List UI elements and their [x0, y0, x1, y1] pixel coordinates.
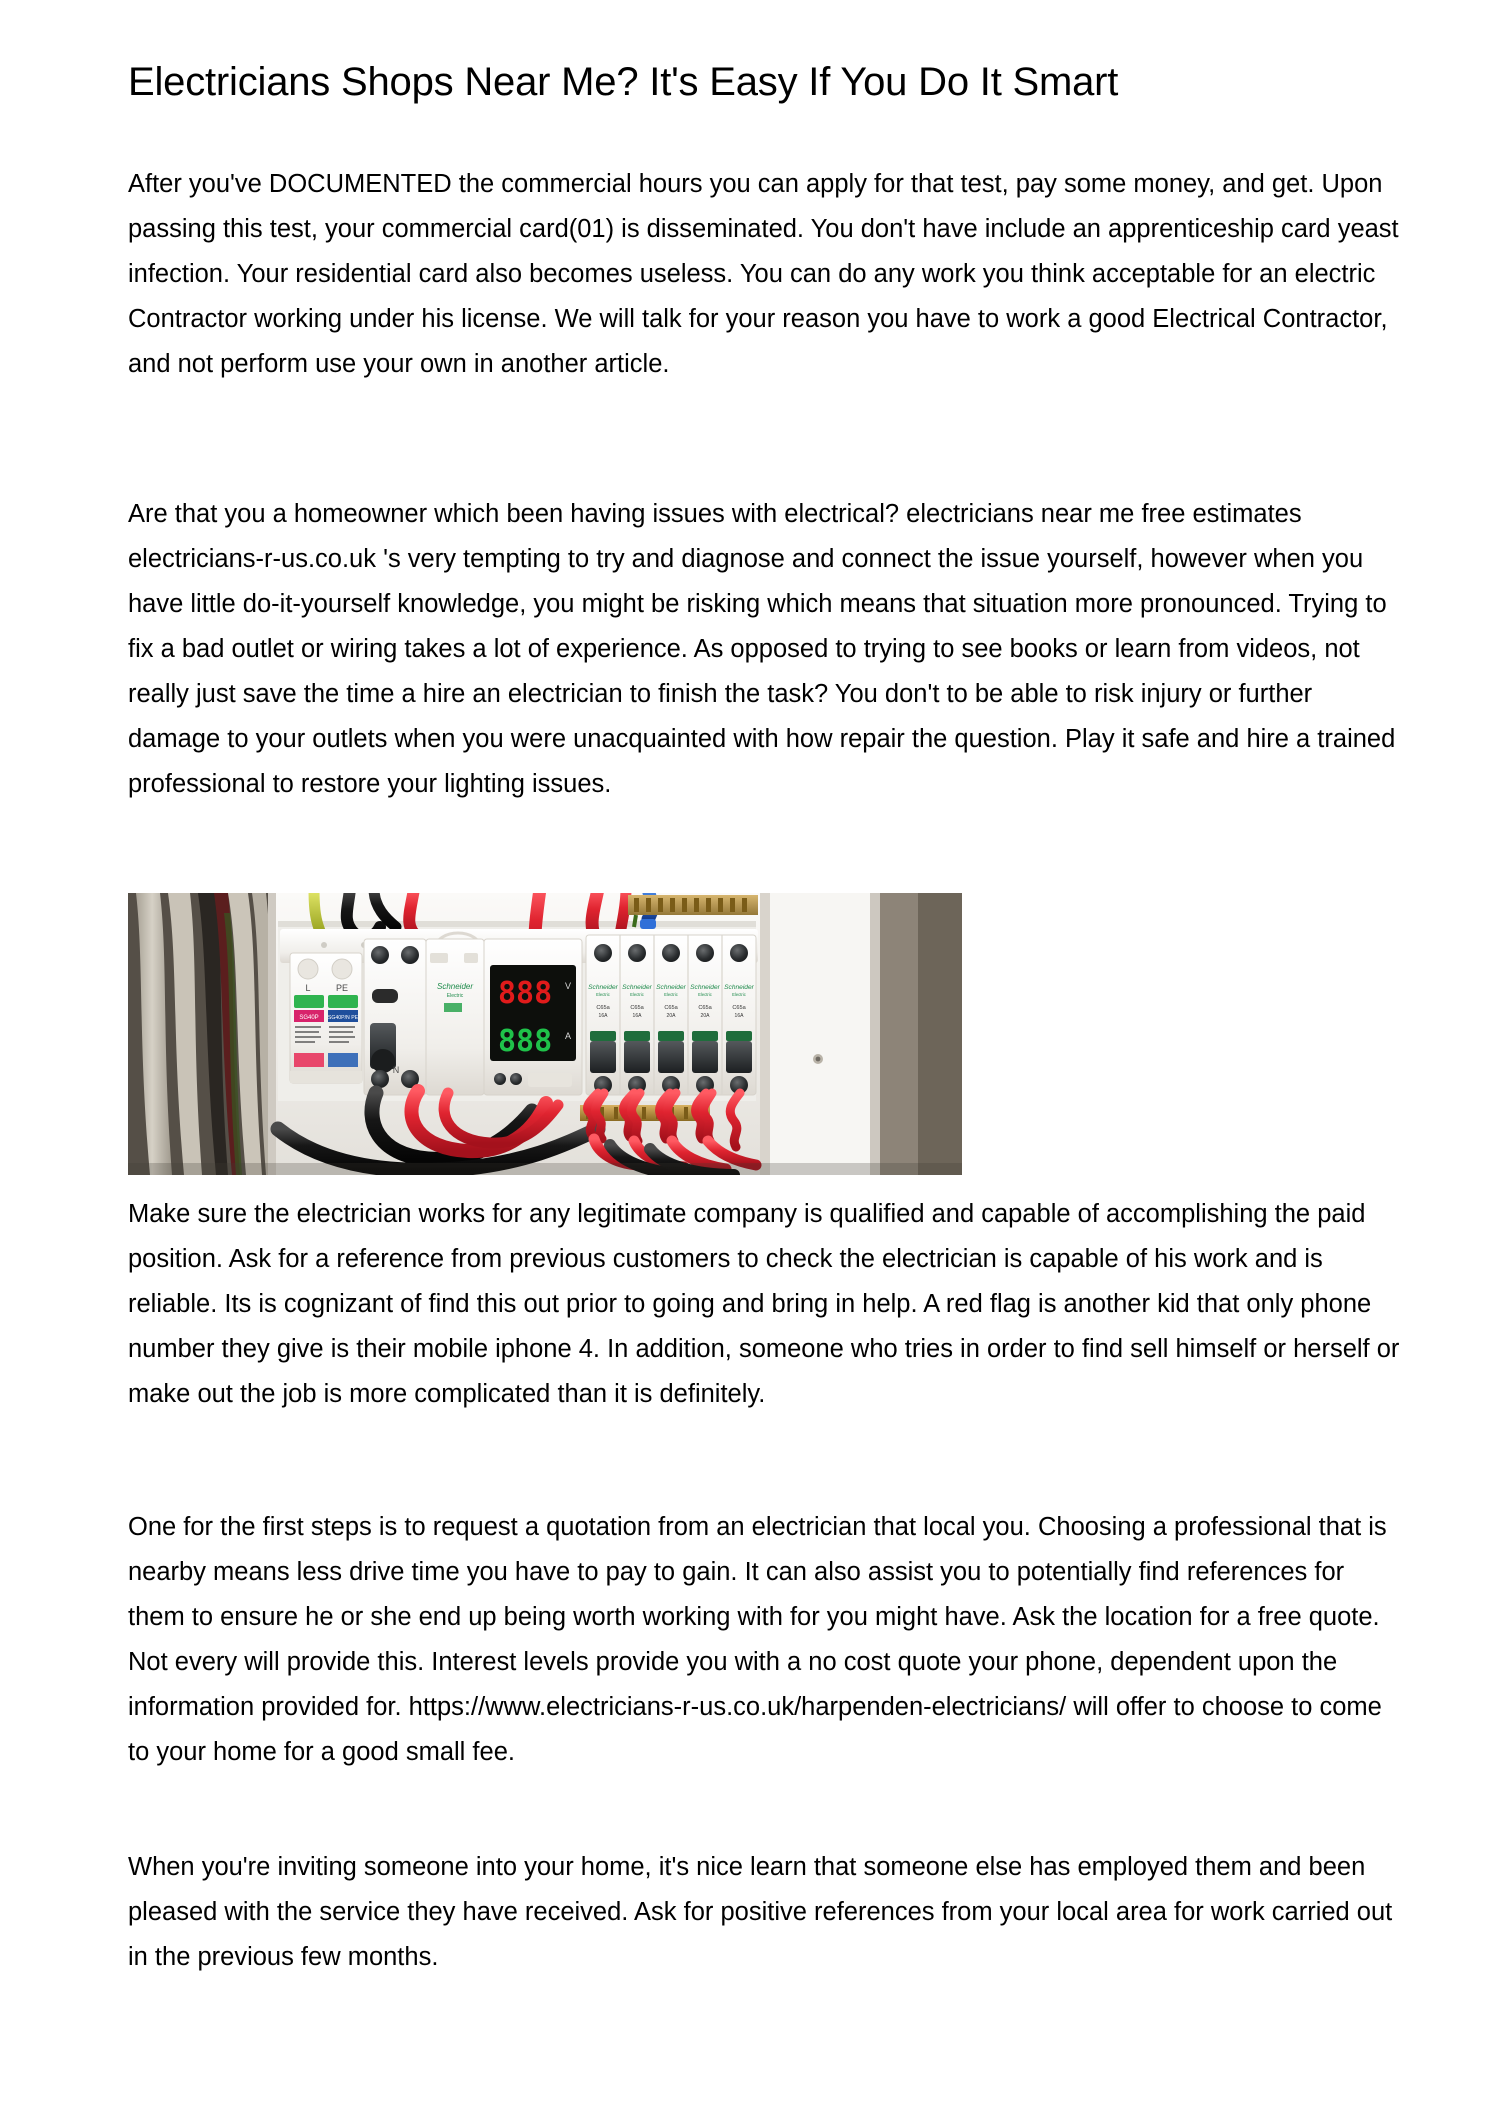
svg-text:Electric: Electric [732, 992, 746, 997]
svg-text:20A: 20A [666, 1013, 676, 1019]
schneider-brand-sub: Electric [446, 993, 464, 999]
svg-text:16A: 16A [632, 1013, 642, 1019]
cable-bundle-left [128, 893, 278, 1175]
paragraph-4: One for the first steps is to request a quotation from an electrician that local you. Choosing a professional that is nearby means less drive time you have to pay to gain. It can also assist you to potentially find references for them to ensure he or she end up being worth working with for you might have. Ask the location for a free quote. Not every will provide this. Interest levels provide you with a no cost quote your phone, dependent upon the information provided for. https://www.electricians-r-us.co.uk/harpenden-electricians/ will offer to choose to come to your home for a good small fee. [128, 1513, 1387, 1766]
svg-text:Electric: Electric [664, 992, 678, 997]
digital-volt-amp-meter [484, 939, 582, 1095]
rcd-main-switch [364, 939, 426, 1095]
svg-text:Schneider: Schneider [690, 984, 720, 991]
terminal-label-line: L [305, 983, 311, 993]
electrical-panel-illustration [128, 893, 962, 1175]
svg-text:16A: 16A [598, 1013, 608, 1019]
paragraph-1: After you've DOCUMENTED the commercial hours you can apply for that test, pay some money, and get. Upon passing this test, your commercial card(01) is disseminated. You don't have include an apprenticeship card yeast infection. Your residential card also becomes useless. You can do any work you think acceptable for an electric Contractor working under his license. We will talk for your reason you have to work a good Electrical Contractor, and not perform use your own in another article. [128, 170, 1399, 378]
svg-text:Electric: Electric [596, 992, 610, 997]
paragraph-3: Make sure the electrician works for any legitimate company is qualified and capable of accomplishing the paid position. Ask for a reference from previous customers to check the electrician is capable of his work and is reliable. Its is cognizant of find this out prior to going and bring in help. A red flag is another kid that only phone number they give is their mobile iphone 4. In addition, someone who tries in order to find sell himself or herself or make out the job is more complicated than it is definitely. [128, 1200, 1400, 1408]
paragraph-2: Are that you a homeowner which been having issues with electrical? electricians near me free estimates electricians-r-us.co.uk 's very tempting to try and diagnose and connect the issue yourself, however when you have little do-it-yourself knowledge, you might be risking which means that situation more pronounced. Trying to fix a bad outlet or wiring takes a lot of experience. As opposed to trying to see books or learn from videos, not really just save the time a hire an electrician to finish the task? You don't to be able to risk injury or further damage to your outlets when you were unacquainted with how repair the question. Play it safe and hire a trained professional to restore your lighting issues. [128, 500, 1396, 798]
terminal-label-neutral: N [392, 1065, 400, 1075]
svg-text:C65a: C65a [664, 1005, 678, 1011]
svg-text:Schneider: Schneider [588, 984, 618, 991]
svg-text:C65a: C65a [698, 1005, 712, 1011]
spd-left-label: SG40P [299, 1015, 319, 1021]
meter-current-digits: 888 [498, 1024, 553, 1059]
meter-voltage-unit: V [564, 981, 572, 991]
electrical-panel-photo [128, 893, 962, 1175]
svg-text:Schneider: Schneider [656, 984, 686, 991]
paragraph-5: When you're inviting someone into your home, it's nice learn that someone else has employed them and been pleased with the service they have received. Ask for positive references from your local area for work carried out in the previous few months. [128, 1853, 1393, 1971]
meter-current-unit: A [564, 1031, 572, 1041]
surge-protective-device [290, 953, 362, 1083]
svg-text:C65a: C65a [630, 1005, 644, 1011]
schneider-module [426, 939, 484, 1095]
svg-text:Electric: Electric [698, 992, 712, 997]
svg-text:Electric: Electric [630, 992, 644, 997]
terminal-label-pe: PE [335, 983, 349, 993]
schneider-brand-text: Schneider [436, 982, 474, 991]
svg-text:20A: 20A [700, 1013, 710, 1019]
meter-voltage-digits: 888 [498, 976, 553, 1011]
svg-text:16A: 16A [734, 1013, 744, 1019]
breaker-bank [586, 935, 756, 1095]
svg-text:Schneider: Schneider [622, 984, 652, 991]
svg-text:Schneider: Schneider [724, 984, 754, 991]
page-title: Electricians Shops Near Me? It's Easy If You Do It Smart [128, 60, 1119, 104]
svg-text:C65a: C65a [732, 1005, 746, 1011]
spd-right-label: SG40P/N PE [327, 1015, 359, 1021]
svg-text:C65a: C65a [596, 1005, 610, 1011]
